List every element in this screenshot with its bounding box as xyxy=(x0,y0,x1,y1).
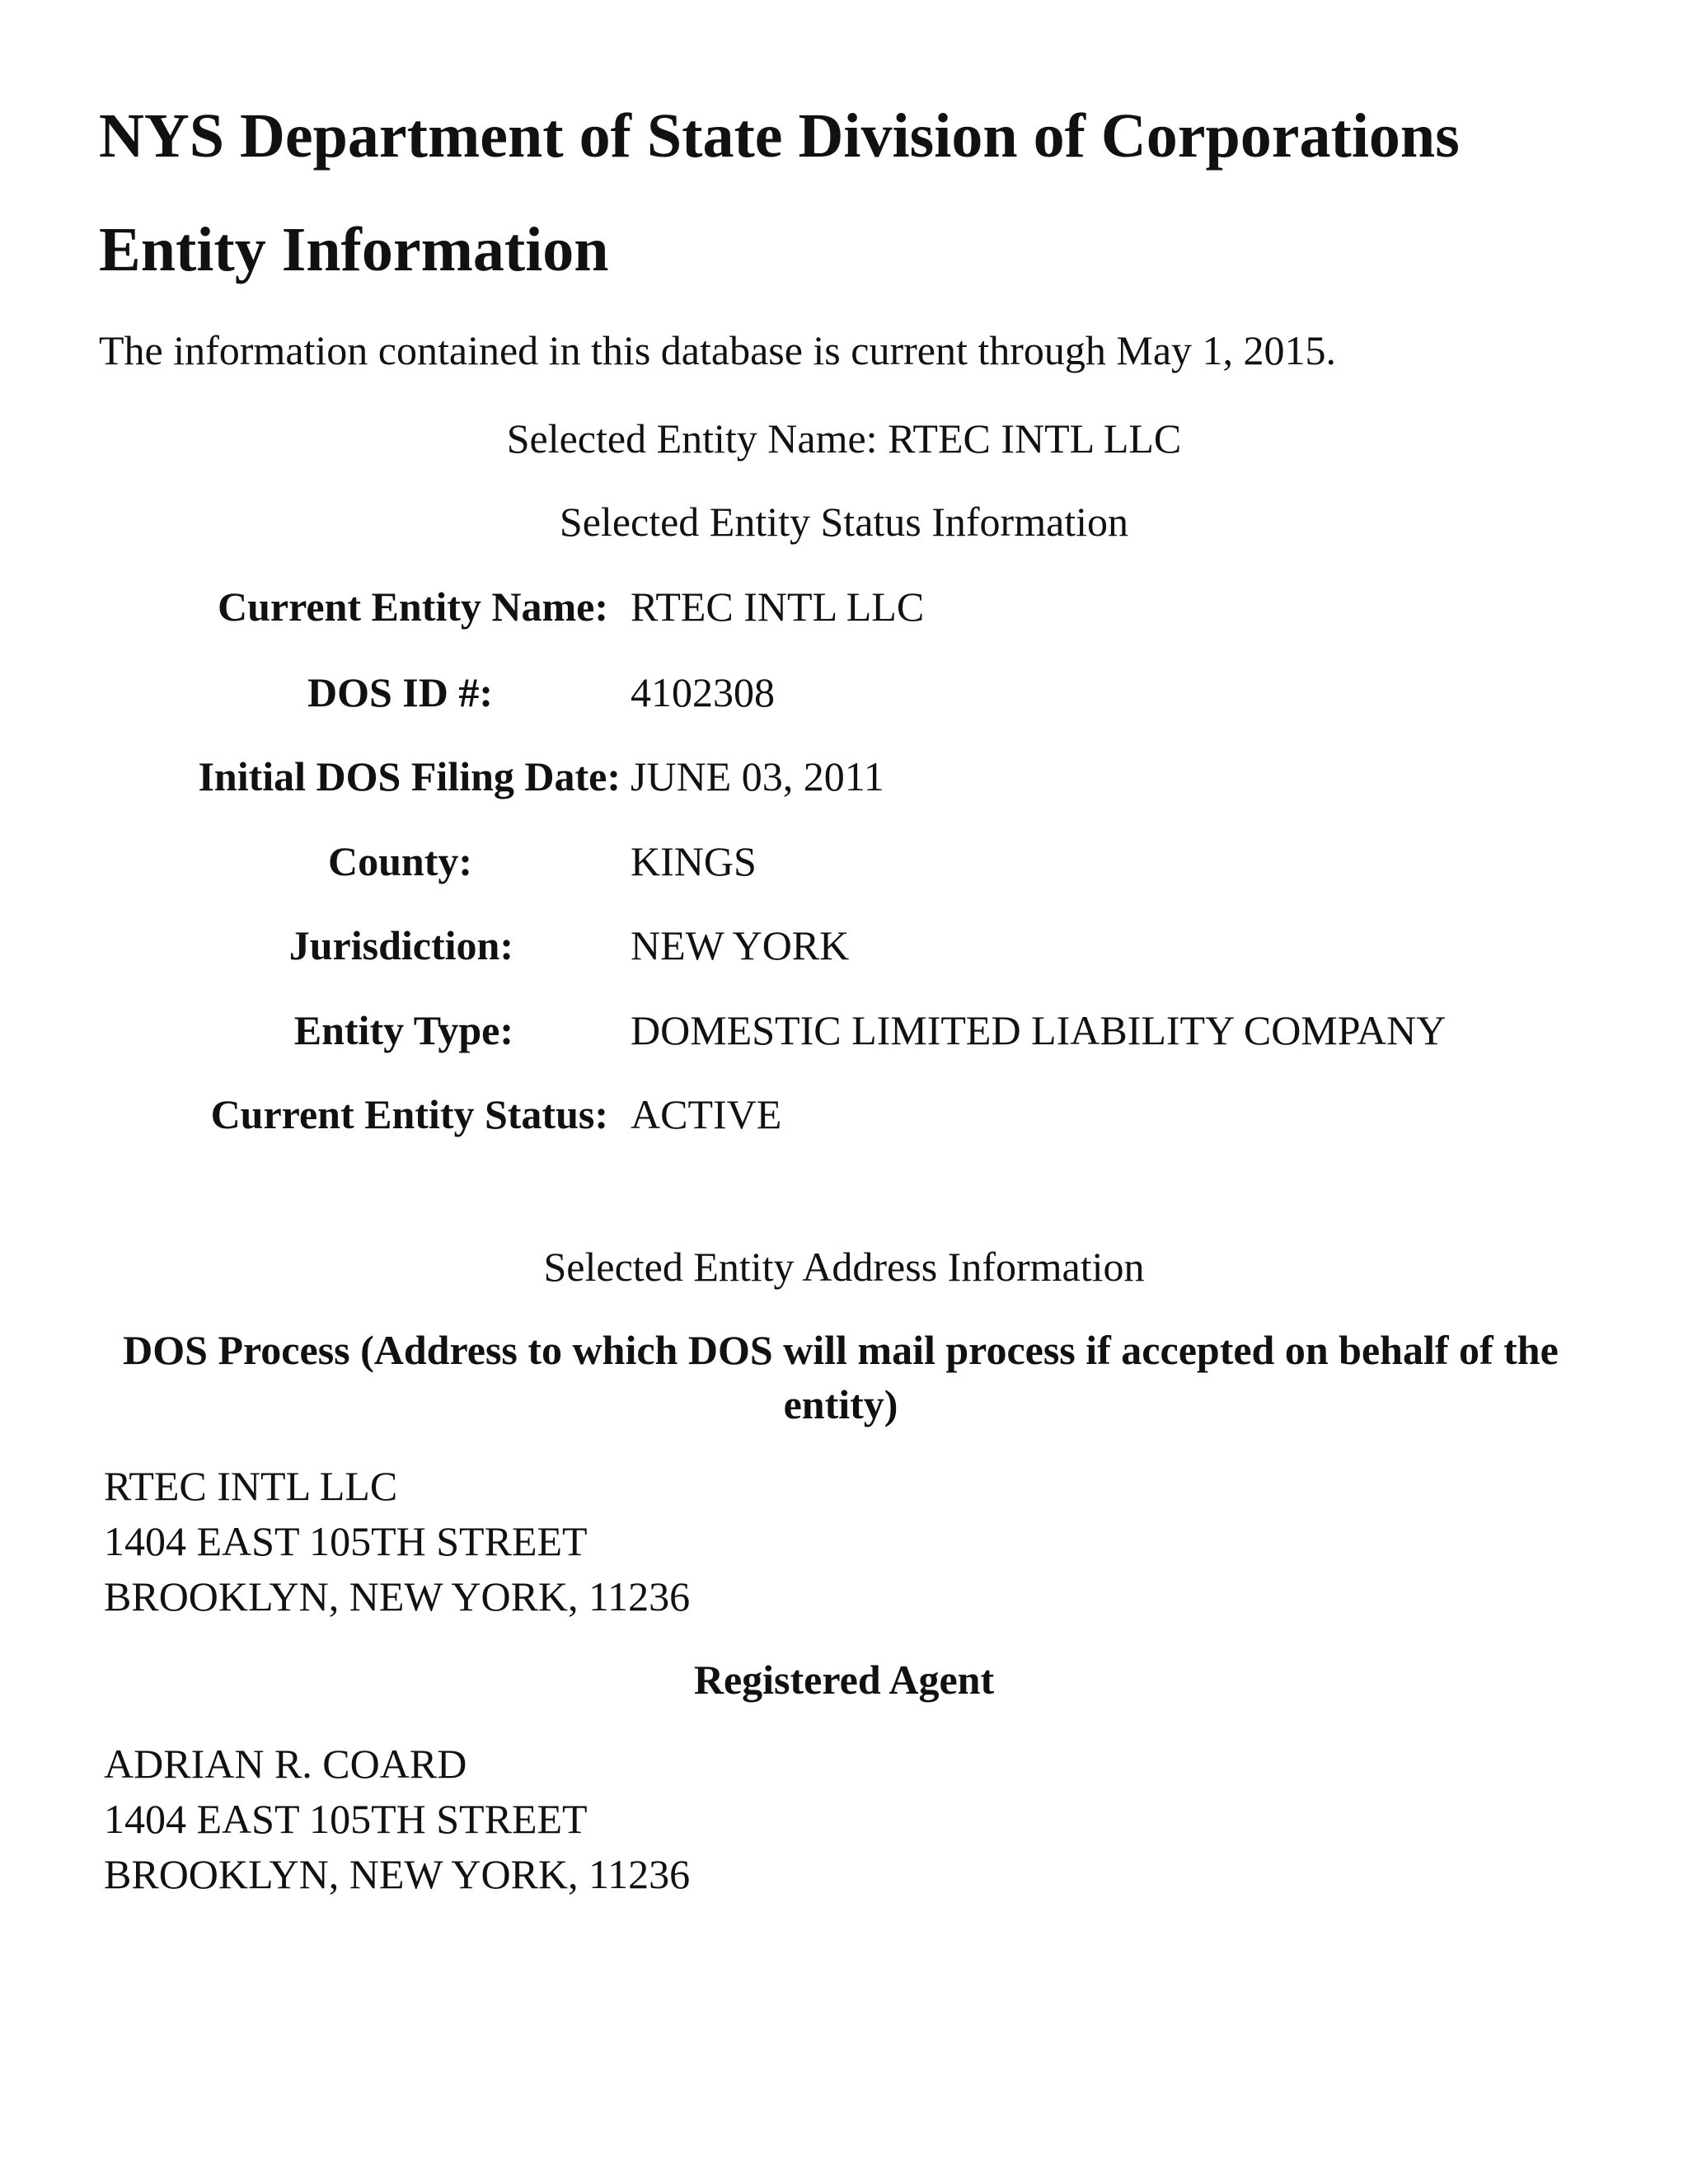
address-line: BROOKLYN, NEW YORK, 11236 xyxy=(104,1573,691,1619)
status-value: RTEC INTL LLC xyxy=(631,583,925,630)
selected-entity-name: Selected Entity Name: RTEC INTL LLC xyxy=(506,415,1182,462)
status-label: Initial DOS Filing Date: xyxy=(198,753,621,799)
status-value: NEW YORK xyxy=(631,922,850,968)
address-line: BROOKLYN, NEW YORK, 11236 xyxy=(104,1851,691,1897)
status-row-current-entity-name xyxy=(0,580,1688,633)
address-line: 1404 EAST 105TH STREET xyxy=(104,1518,588,1564)
address-line: ADRIAN R. COARD xyxy=(104,1741,467,1787)
status-label: Jurisdiction: xyxy=(288,922,513,968)
status-value: ACTIVE xyxy=(631,1091,782,1137)
status-label: Entity Type: xyxy=(293,1007,513,1053)
status-value: DOMESTIC LIMITED LIABILITY COMPANY xyxy=(631,1007,1447,1053)
address-line: RTEC INTL LLC xyxy=(104,1463,398,1509)
registered-agent-heading: Registered Agent xyxy=(693,1657,995,1703)
status-row-jurisdiction xyxy=(0,919,1688,972)
database-currency-note: The information contained in this database is current through May 1, 2015. xyxy=(99,327,1337,373)
address-line: 1404 EAST 105TH STREET xyxy=(104,1796,588,1842)
status-row-filing-date xyxy=(0,750,1688,803)
page-title: NYS Department of State Division of Corporations xyxy=(99,101,1460,171)
status-value: KINGS xyxy=(631,838,757,884)
status-section-heading: Selected Entity Status Information xyxy=(559,499,1129,545)
dos-process-heading: DOS Process (Address to which DOS will mail process if accepted on behalf of the entity) xyxy=(123,1327,1559,1427)
status-label: DOS ID #: xyxy=(307,669,493,715)
status-row-entity-status xyxy=(0,1088,1688,1141)
page-subtitle: Entity Information xyxy=(99,215,609,284)
status-value: 4102308 xyxy=(631,669,775,715)
status-row-county xyxy=(0,835,1688,888)
registered-agent-address xyxy=(104,1736,690,1902)
status-label: County: xyxy=(327,838,472,884)
status-label: Current Entity Status: xyxy=(210,1091,608,1137)
status-label: Current Entity Name: xyxy=(218,583,608,630)
status-row-entity-type xyxy=(0,1004,1688,1057)
address-section-heading: Selected Entity Address Information xyxy=(543,1244,1145,1290)
status-value: JUNE 03, 2011 xyxy=(631,753,884,799)
dos-process-address xyxy=(104,1459,690,1624)
status-row-dos-id xyxy=(0,666,1688,719)
